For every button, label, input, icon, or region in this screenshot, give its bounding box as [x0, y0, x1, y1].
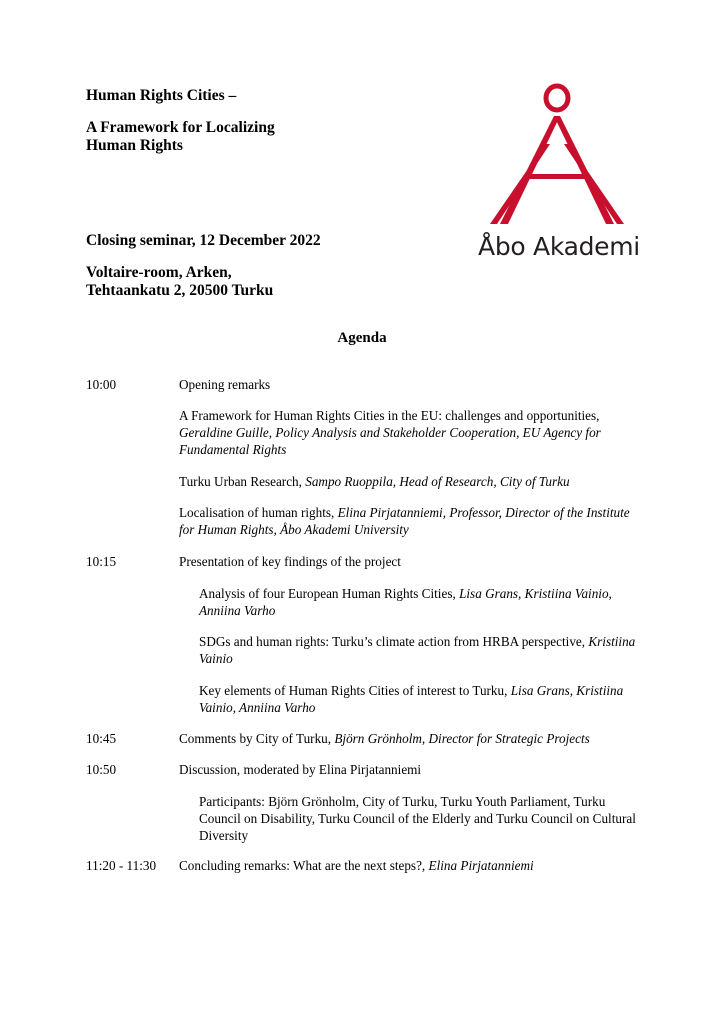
- agenda-time: 10:50: [86, 762, 117, 777]
- agenda-item-text: Comments by City of Turku, Björn Grönholm, Director for Strategic Projects: [179, 731, 590, 746]
- agenda-subitem-text: Participants: Björn Grönholm, City of Turku, Turku Youth Parliament, Turku Council on Disability, Turku Council of the Elderly and Turku Council on Cultural Diversity: [199, 794, 636, 843]
- agenda-heading: Agenda: [337, 330, 387, 346]
- venue-line-1: Voltaire-room, Arken,: [86, 264, 232, 281]
- agenda-subitem-text: Analysis of four European Human Rights Cities, Lisa Grans, Kristiina Vainio, Anniina Varho: [199, 586, 612, 618]
- agenda-time: 11:20 - 11:30: [86, 858, 157, 873]
- agenda-subitem-text: SDGs and human rights: Turku’s climate action from HRBA perspective, Kristiina Vainio: [199, 634, 636, 666]
- agenda-item-text: Turku Urban Research, Sampo Ruoppila, Head of Research, City of Turku: [179, 474, 570, 489]
- agenda-item-text: Localisation of human rights, Elina Pirjatanniemi, Professor, Director of the Institute for Human Rights, Åbo Akademi University: [179, 505, 630, 537]
- agenda-item-text: A Framework for Human Rights Cities in the EU: challenges and opportunities, Geraldine Guille, Policy Analysis and Stakeholder Cooperation, EU Agency for Fundamental Rights: [179, 408, 601, 457]
- agenda-item-text: Concluding remarks: What are the next steps?, Elina Pirjatanniemi: [179, 858, 534, 873]
- logo-wordmark: Åbo Akademi: [478, 232, 640, 261]
- agenda-time: 10:15: [86, 554, 117, 569]
- seminar-date: Closing seminar, 12 December 2022: [86, 232, 321, 249]
- title-line-1: Human Rights Cities –: [86, 87, 237, 104]
- agenda-time: 10:00: [86, 377, 117, 392]
- agenda-time: 10:45: [86, 731, 117, 746]
- title-line-2: A Framework for Localizing: [86, 119, 275, 136]
- agenda-item-text: Presentation of key findings of the project: [179, 554, 401, 569]
- title-line-3: Human Rights: [86, 137, 183, 154]
- venue-line-2: Tehtaankatu 2, 20500 Turku: [86, 282, 274, 299]
- agenda-subitem-text: Key elements of Human Rights Cities of interest to Turku, Lisa Grans, Kristiina Vainio, Anniina Varho: [199, 683, 624, 715]
- agenda-item-text: Discussion, moderated by Elina Pirjatanniemi: [179, 762, 422, 777]
- agenda-item-text: Opening remarks: [179, 377, 271, 392]
